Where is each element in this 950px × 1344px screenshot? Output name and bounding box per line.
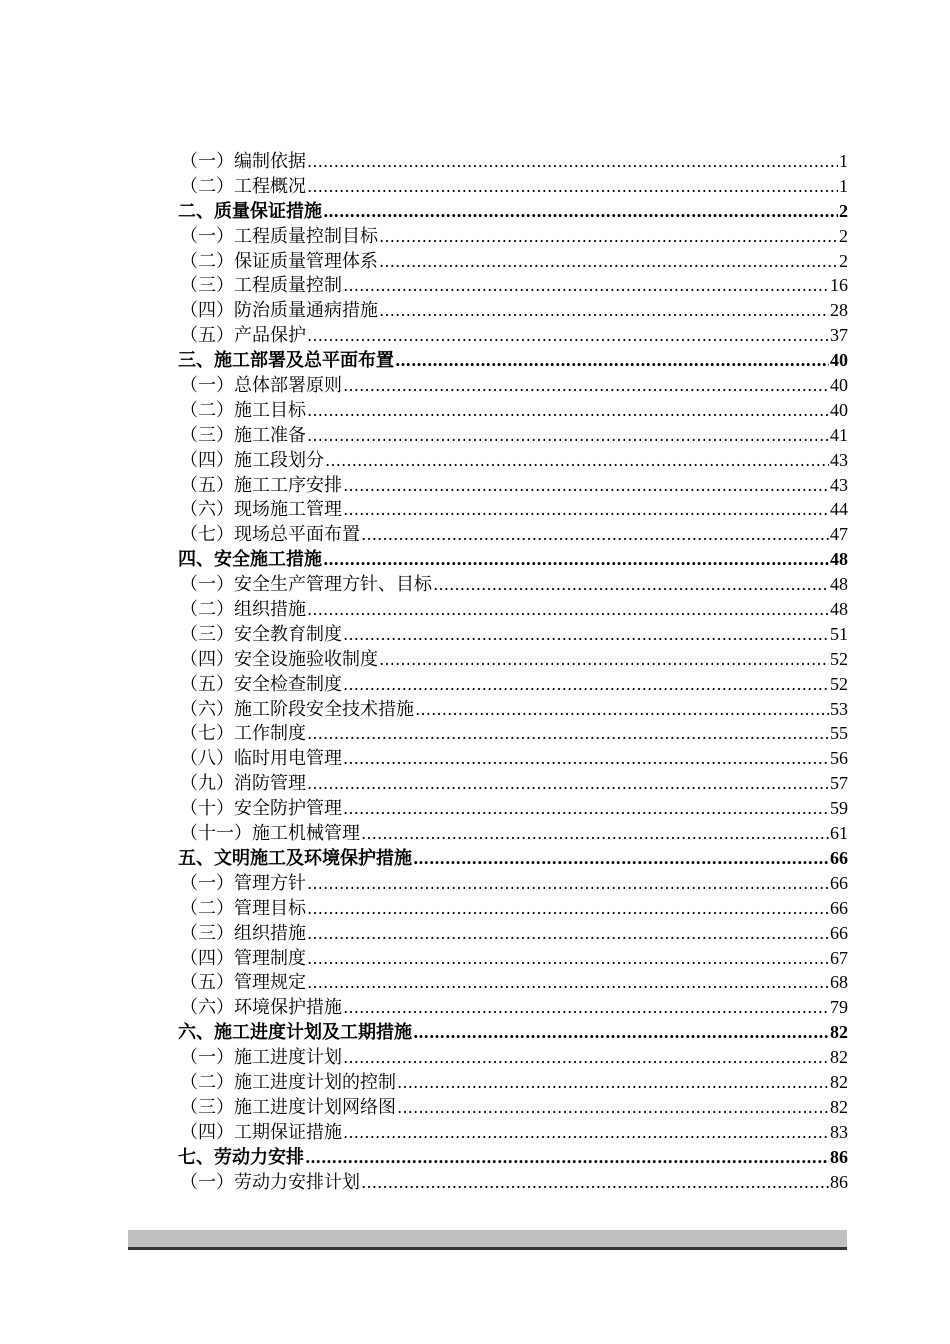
- toc-page-number: 79: [830, 997, 848, 1018]
- toc-section-entry[interactable]: [178, 746, 848, 771]
- toc-entry-title: （一）编制依据: [180, 151, 306, 172]
- toc-dot-leader: [307, 947, 829, 971]
- toc-page-number: 43: [830, 474, 848, 495]
- toc-page-number: 48: [830, 599, 848, 620]
- toc-entry-title: （六）现场施工管理: [180, 499, 342, 521]
- toc-dot-leader: [307, 424, 829, 448]
- toc-dot-leader: [307, 150, 838, 174]
- toc-section-entry[interactable]: [178, 323, 848, 348]
- toc-entry-title: 五、文明施工及环境保护措施: [178, 847, 412, 869]
- toc-section-entry[interactable]: [178, 1120, 848, 1145]
- toc-dot-leader: [433, 573, 829, 597]
- toc-entry-title: （二）组织措施: [180, 599, 306, 621]
- toc-dot-leader: [361, 822, 829, 846]
- toc-dot-leader: [361, 1171, 829, 1195]
- toc-page-number: 86: [830, 1146, 848, 1167]
- toc-section-entry[interactable]: [178, 771, 848, 796]
- toc-entry-title: （一）工程质量控制目标: [180, 225, 378, 247]
- toc-page-number: 82: [830, 1022, 848, 1043]
- toc-dot-leader: [413, 847, 829, 871]
- toc-dot-leader: [379, 225, 838, 249]
- toc-dot-leader: [379, 648, 829, 672]
- toc-section-entry[interactable]: [178, 497, 848, 522]
- toc-page-number: 16: [830, 275, 848, 296]
- toc-page-number: 83: [830, 1121, 848, 1142]
- toc-page-number: 82: [830, 1096, 848, 1117]
- toc-page-number: 59: [830, 798, 848, 819]
- toc-section-entry[interactable]: [178, 622, 848, 647]
- toc-section-entry[interactable]: [178, 921, 848, 946]
- toc-section-entry[interactable]: [178, 149, 848, 174]
- toc-section-entry[interactable]: [178, 697, 848, 722]
- toc-page-number: 48: [830, 549, 848, 570]
- toc-dot-leader: [343, 623, 829, 647]
- toc-dot-leader: [361, 523, 829, 547]
- toc-chapter-entry[interactable]: [178, 1145, 848, 1170]
- toc-entry-title: （一）施工进度计划: [180, 1047, 342, 1069]
- toc-section-entry[interactable]: [178, 224, 848, 249]
- toc-page-number: 2: [839, 225, 848, 246]
- toc-dot-leader: [343, 374, 829, 398]
- toc-entry-title: （二）施工进度计划的控制: [180, 1071, 396, 1093]
- toc-entry-title: （一）劳动力安排计划: [180, 1171, 360, 1193]
- toc-entry-title: （五）安全检查制度: [180, 673, 342, 695]
- toc-page-number: 43: [830, 449, 848, 470]
- toc-entry-title: （二）管理目标: [180, 897, 306, 919]
- toc-section-entry[interactable]: [178, 672, 848, 697]
- toc-page-number: 53: [830, 698, 848, 719]
- toc-chapter-entry[interactable]: [178, 846, 848, 871]
- toc-section-entry[interactable]: [178, 174, 848, 199]
- toc-page-number: 40: [830, 399, 848, 420]
- toc-entry-title: （一）安全生产管理方针、目标: [180, 574, 432, 596]
- toc-dot-leader: [413, 1021, 829, 1045]
- toc-section-entry[interactable]: [178, 249, 848, 274]
- footer-bar: [128, 1230, 847, 1250]
- toc-dot-leader: [395, 349, 829, 373]
- toc-dot-leader: [307, 722, 829, 746]
- toc-page-number: 82: [830, 1071, 848, 1092]
- toc-page-number: 86: [830, 1171, 848, 1192]
- toc-dot-leader: [307, 399, 829, 423]
- toc-entry-title: （十）安全防护管理: [180, 798, 342, 820]
- toc-entry-title: （六）环境保护措施: [180, 997, 342, 1019]
- toc-dot-leader: [379, 250, 838, 274]
- toc-dot-leader: [307, 922, 829, 946]
- toc-entry-title: （二）保证质量管理体系: [180, 250, 378, 272]
- toc-entry-title: （四）管理制度: [180, 947, 306, 969]
- toc-dot-leader: [415, 698, 829, 722]
- toc-page-number: 28: [830, 300, 848, 321]
- toc-page-number: 51: [830, 623, 848, 644]
- toc-section-entry[interactable]: [178, 995, 848, 1020]
- toc-section-entry[interactable]: [178, 946, 848, 971]
- toc-entry-title: （六）施工阶段安全技术措施: [180, 698, 414, 720]
- toc-page-number: 44: [830, 499, 848, 520]
- toc-dot-leader: [307, 324, 829, 348]
- toc-page-number: 61: [830, 823, 848, 844]
- toc-page-number: 68: [830, 972, 848, 993]
- toc-page-number: 2: [839, 250, 848, 271]
- toc-dot-leader: [379, 299, 829, 323]
- toc-page-number: 66: [830, 872, 848, 893]
- toc-entry-title: 六、施工进度计划及工期措施: [178, 1022, 412, 1044]
- toc-section-entry[interactable]: [178, 423, 848, 448]
- toc-dot-leader: [343, 274, 829, 298]
- toc-page-number: 37: [830, 325, 848, 346]
- toc-entry-title: 七、劳动力安排: [178, 1146, 304, 1168]
- toc-entry-title: 三、施工部署及总平面布置: [178, 350, 394, 372]
- toc-page-number: 41: [830, 424, 848, 445]
- toc-entry-title: （十一）施工机械管理: [180, 823, 360, 845]
- toc-section-entry[interactable]: [178, 1045, 848, 1070]
- table-of-contents: [178, 149, 848, 1194]
- toc-entry-title: （三）组织措施: [180, 922, 306, 944]
- toc-page-number: 40: [830, 375, 848, 396]
- toc-dot-leader: [397, 1071, 829, 1095]
- toc-page-number: 1: [839, 175, 848, 196]
- toc-section-entry[interactable]: [178, 572, 848, 597]
- toc-entry-title: （八）临时用电管理: [180, 748, 342, 770]
- toc-entry-title: （一）管理方针: [180, 872, 306, 894]
- toc-dot-leader: [307, 175, 838, 199]
- toc-entry-title: （二）工程概况: [180, 175, 306, 197]
- toc-section-entry[interactable]: [178, 896, 848, 921]
- toc-section-entry[interactable]: [178, 398, 848, 423]
- toc-entry-title: （二）施工目标: [180, 399, 306, 421]
- toc-section-entry[interactable]: [178, 473, 848, 498]
- toc-page-number: 66: [830, 922, 848, 943]
- toc-dot-leader: [397, 1096, 829, 1120]
- toc-dot-leader: [325, 449, 829, 473]
- toc-dot-leader: [307, 772, 829, 796]
- toc-dot-leader: [343, 673, 829, 697]
- toc-page-number: 40: [830, 350, 848, 371]
- toc-dot-leader: [343, 474, 829, 498]
- toc-page-number: 55: [830, 723, 848, 744]
- toc-page-number: 47: [830, 524, 848, 545]
- toc-dot-leader: [307, 598, 829, 622]
- toc-section-entry[interactable]: [178, 597, 848, 622]
- toc-page-number: 1: [839, 151, 848, 171]
- toc-entry-title: （七）工作制度: [180, 723, 306, 745]
- toc-dot-leader: [343, 747, 829, 771]
- toc-page-number: 57: [830, 773, 848, 794]
- toc-entry-title: （三）施工进度计划网络图: [180, 1096, 396, 1118]
- toc-entry-title: （三）安全教育制度: [180, 623, 342, 645]
- toc-page-number: 66: [830, 847, 848, 868]
- toc-dot-leader: [307, 971, 829, 995]
- toc-dot-leader: [307, 872, 829, 896]
- toc-page-number: 52: [830, 648, 848, 669]
- toc-entry-title: （五）管理规定: [180, 972, 306, 994]
- toc-section-entry[interactable]: [178, 1070, 848, 1095]
- toc-section-entry[interactable]: [178, 448, 848, 473]
- toc-entry-title: （四）工期保证措施: [180, 1121, 342, 1143]
- toc-dot-leader: [323, 548, 829, 572]
- toc-entry-title: （五）施工工序安排: [180, 474, 342, 496]
- toc-page-number: 66: [830, 897, 848, 918]
- toc-page-number: 67: [830, 947, 848, 968]
- toc-entry-title: 四、安全施工措施: [178, 549, 322, 571]
- toc-section-entry[interactable]: [178, 1095, 848, 1120]
- toc-section-entry[interactable]: [178, 647, 848, 672]
- toc-dot-leader: [323, 200, 838, 224]
- toc-page-number: 52: [830, 673, 848, 694]
- toc-section-entry[interactable]: [178, 970, 848, 995]
- toc-dot-leader: [343, 1046, 829, 1070]
- toc-section-entry[interactable]: [178, 298, 848, 323]
- toc-dot-leader: [343, 498, 829, 522]
- toc-section-entry[interactable]: [178, 1170, 848, 1195]
- toc-entry-title: （四）防治质量通病措施: [180, 300, 378, 322]
- toc-entry-title: （三）施工准备: [180, 424, 306, 446]
- toc-section-entry[interactable]: [178, 273, 848, 298]
- toc-entry-title: （四）安全设施验收制度: [180, 648, 378, 670]
- toc-dot-leader: [305, 1146, 829, 1170]
- toc-chapter-entry[interactable]: [178, 1020, 848, 1045]
- toc-section-entry[interactable]: [178, 871, 848, 896]
- toc-entry-title: （三）工程质量控制: [180, 275, 342, 297]
- toc-section-entry[interactable]: [178, 821, 848, 846]
- toc-entry-title: （四）施工段划分: [180, 449, 324, 471]
- toc-section-entry[interactable]: [178, 373, 848, 398]
- toc-entry-title: （九）消防管理: [180, 773, 306, 795]
- toc-page-number: 82: [830, 1047, 848, 1068]
- toc-dot-leader: [343, 1121, 829, 1145]
- toc-page-number: 56: [830, 748, 848, 769]
- toc-section-entry[interactable]: [178, 522, 848, 547]
- toc-chapter-entry[interactable]: [178, 547, 848, 572]
- toc-entry-title: （七）现场总平面布置: [180, 524, 360, 546]
- toc-dot-leader: [343, 797, 829, 821]
- toc-entry-title: （一）总体部署原则: [180, 375, 342, 397]
- toc-entry-title: （五）产品保护: [180, 325, 306, 347]
- toc-dot-leader: [343, 996, 829, 1020]
- toc-page-number: 48: [830, 574, 848, 595]
- toc-section-entry[interactable]: [178, 796, 848, 821]
- toc-entry-title: 二、质量保证措施: [178, 200, 322, 222]
- toc-page-number: 2: [839, 200, 848, 221]
- toc-chapter-entry[interactable]: [178, 348, 848, 373]
- toc-section-entry[interactable]: [178, 721, 848, 746]
- toc-dot-leader: [307, 897, 829, 921]
- toc-chapter-entry[interactable]: [178, 199, 848, 224]
